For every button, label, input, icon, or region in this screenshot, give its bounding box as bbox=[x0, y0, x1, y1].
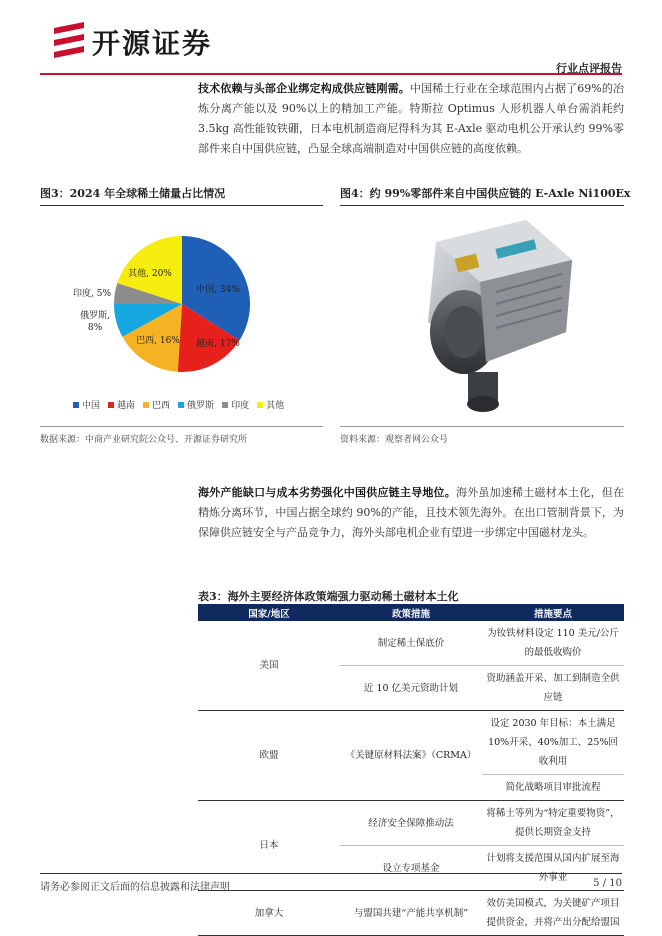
legend-label: 巴西 bbox=[152, 401, 171, 411]
table-row bbox=[198, 711, 624, 775]
policy-cell: 设立专项基金 bbox=[340, 846, 482, 891]
legend-label: 其他 bbox=[266, 401, 285, 411]
footer-divider bbox=[40, 873, 622, 874]
pie-chart bbox=[40, 212, 320, 424]
legend-item bbox=[108, 398, 135, 411]
figure3-source: 数据来源：中商产业研究院公众号、开源证券研究所 bbox=[40, 435, 248, 445]
page-number: 5 / 10 bbox=[593, 878, 622, 889]
region-cell: 欧盟 bbox=[198, 711, 340, 801]
header-divider bbox=[40, 73, 622, 75]
intro-body: 中国稀土行业在全球范围内占据了69%的冶炼分离产能以及 90%以上的精加工产能。特斯拉 Optimus 人形机器人单台需消耗约 3.5kg 高性能钕铁硼，日本电机制造商尼得科为其 E-Axle 驱动电机公开承认约 99%零部件来自中国供应链，凸显全球高端制造对中国供应链的高度依赖。 bbox=[198, 82, 625, 155]
table-row bbox=[198, 621, 624, 666]
points-cell: 计划将支援范围从国内扩展至海外事业 bbox=[482, 846, 624, 891]
table-row bbox=[198, 891, 624, 936]
figure4-source-rule bbox=[340, 426, 624, 427]
points-cell: 为钕铁材料设定 110 美元/公斤的最低收购价 bbox=[482, 621, 624, 666]
second-body: 海外虽加速稀土磁材本土化，但在精炼分离环节，中国占据全球约 90%的产能，且技术领先海外。在出口管制背景下，为保障供应链安全与产品竞争力，海外头部电机企业有望进一步绑定中国磁材龙头。 bbox=[198, 486, 625, 539]
report-type: 行业点评报告 bbox=[556, 62, 622, 75]
points-cell: 将稀土等列为“特定重要物资”，提供长期资金支持 bbox=[482, 801, 624, 846]
intro-paragraph bbox=[198, 79, 624, 159]
second-paragraph bbox=[198, 483, 624, 543]
pie-label-4: 印度, 5% bbox=[73, 289, 111, 299]
points-cell: 简化战略项目审批流程 bbox=[482, 775, 624, 801]
policy-cell: 经济安全保障推动法 bbox=[340, 801, 482, 846]
figure3-source-rule bbox=[40, 426, 323, 427]
intro-lead: 技术依赖与头部企业绑定构成供应链刚需。 bbox=[198, 82, 410, 95]
second-lead: 海外产能缺口与成本劣势强化中国供应链主导地位。 bbox=[198, 486, 456, 499]
points-cell: 资助涵盖开采、加工到制造全供应链 bbox=[482, 666, 624, 711]
figure3-rule bbox=[40, 205, 323, 206]
legend-swatch bbox=[73, 402, 79, 408]
legend-label: 印度 bbox=[231, 401, 250, 411]
legend-item bbox=[257, 398, 284, 411]
legend-item bbox=[222, 398, 249, 411]
policy-table bbox=[198, 604, 624, 936]
figure4-rule bbox=[340, 205, 624, 206]
legend-label: 越南 bbox=[117, 401, 136, 411]
table-header-region: 国家/地区 bbox=[198, 604, 340, 621]
legend-swatch bbox=[108, 402, 114, 408]
region-cell: 美国 bbox=[198, 621, 340, 711]
logo-text: 开源证券 bbox=[92, 27, 213, 60]
pie-label-1: 越南, 17% bbox=[196, 339, 240, 349]
points-cell: 设定 2030 年目标：本土满足 10%开采、40%加工、25%回收利用 bbox=[482, 711, 624, 775]
pie-label-2: 巴西, 16% bbox=[136, 336, 180, 346]
table-header-policy: 政策措施 bbox=[340, 604, 482, 621]
table-row bbox=[198, 801, 624, 846]
figure4-title: 图4：约 99%零部件来自中国供应链的 E-Axle Ni100Ex bbox=[340, 187, 631, 200]
legend-item bbox=[73, 398, 100, 411]
pie-label-0: 中国, 34% bbox=[196, 285, 240, 295]
policy-cell: 《关键原材料法案》（CRMA） bbox=[340, 711, 482, 801]
policy-cell: 制定稀土保底价 bbox=[340, 621, 482, 666]
region-cell: 加拿大 bbox=[198, 891, 340, 936]
legend-swatch bbox=[178, 402, 184, 408]
legend-swatch bbox=[222, 402, 228, 408]
points-cell: 效仿美国模式，为关键矿产项目提供资金，并将产出分配给盟国 bbox=[482, 891, 624, 936]
legend-label: 中国 bbox=[82, 401, 101, 411]
legend-item bbox=[143, 398, 170, 411]
figure3-title: 图3：2024 年全球稀土储量占比情况 bbox=[40, 187, 226, 200]
table-header-points: 措施要点 bbox=[482, 604, 624, 621]
policy-cell: 与盟国共建“产能共享机制” bbox=[340, 891, 482, 936]
pie-label-5: 其他, 20% bbox=[128, 269, 172, 279]
legend-swatch bbox=[257, 402, 263, 408]
policy-cell: 近 10 亿美元资助计划 bbox=[340, 666, 482, 711]
chart-legend bbox=[73, 398, 284, 411]
pie-label-3: 俄罗斯, 8% bbox=[80, 311, 110, 333]
legend-label: 俄罗斯 bbox=[187, 401, 215, 411]
legend-item bbox=[178, 398, 214, 411]
figure4-source: 资料来源：观察者网公众号 bbox=[340, 435, 449, 445]
region-cell: 日本 bbox=[198, 801, 340, 891]
legend-swatch bbox=[143, 402, 149, 408]
table3-title: 表3：海外主要经济体政策端强力驱动稀土磁材本土化 bbox=[198, 590, 459, 603]
e-axle-motor-image bbox=[376, 212, 596, 424]
footer-disclaimer: 请务必参阅正文后面的信息披露和法律声明 bbox=[40, 882, 230, 893]
